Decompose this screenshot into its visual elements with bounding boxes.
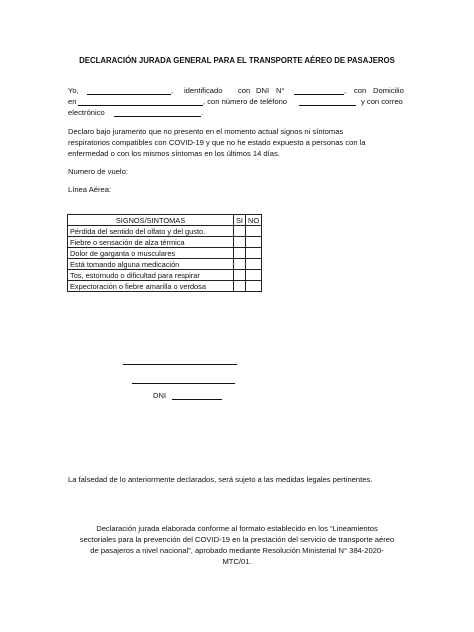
dni-label: DNI bbox=[153, 391, 167, 400]
document-title: DECLARACIÓN JURADA GENERAL PARA EL TRANSPORTE AÉREO DE PASAJEROS bbox=[79, 56, 395, 65]
phone-blank bbox=[299, 105, 356, 106]
header-no: NO bbox=[245, 215, 261, 226]
address-blank bbox=[78, 105, 203, 106]
falsity-note: La falsedad de lo anteriormente declarados, será sujeto a las medidas legales pertinentes. bbox=[68, 475, 373, 484]
checkbox-si[interactable] bbox=[234, 226, 246, 237]
table-row bbox=[68, 248, 262, 259]
intro-identificado: identificado bbox=[184, 86, 223, 95]
table-row bbox=[68, 237, 262, 248]
checkbox-si[interactable] bbox=[234, 248, 246, 259]
footer-line-4: MTC/01. bbox=[222, 557, 252, 566]
symptom-label: Fiebre o sensación de alza térmica bbox=[68, 237, 234, 248]
email-blank bbox=[114, 116, 201, 117]
dni-blank bbox=[294, 94, 344, 95]
footer-line-2: sectoriales para la prevención del COVID-19 en la prestación del servicio de transporte aéreo bbox=[79, 535, 395, 544]
footer-line-1: Declaración jurada elaborada conforme al formato establecido en los “Lineamientos bbox=[96, 524, 378, 533]
intro-con-2: con bbox=[354, 86, 367, 95]
document-page: DECLARACIÓN JURADA GENERAL PARA EL TRANSPORTE AÉREO DE PASAJEROS Yo, , identificado con DNI N° , con Domicilio en , con número de teléfono y con correo electrónico . Declaro bajo juramento que no presento en el momento actual signos ni síntomas respiratorios compatibles con COVID-19 y que no he estado expuesto a personas con la enfermedad o con los mismos síntomas en los últimos 14 días. Numero de vuelo: Línea Aérea: SIGNOS/SINTOMAS SI NO Pérdida del sentido del olfato y del gusto. Fiebre o sensación de alza térmica Dolor de garganta o musculares Está tomando alguna medicación Tos, estornudo o dificultad para respirar Expectoración o fiebre amarilla o verdosa DNI La falsedad de lo anteriormente declarados, será sujeto a las medidas legales pertinentes. Declaración jurada elaborada conforme al formato establecido en los “Lineamientos sectoriales para la prevención del COVID-19 en la prestación del servicio de transporte aéreo de pasajeros a nivel nacional”, aprobado mediante Resolución Ministerial N° 384-2020- MTC/01. bbox=[0, 0, 474, 632]
name-blank bbox=[87, 94, 171, 95]
flight-number-label: Numero de vuelo: bbox=[68, 167, 128, 176]
checkbox-si[interactable] bbox=[234, 281, 246, 292]
symptom-label: Está tomando alguna medicación bbox=[68, 259, 234, 270]
checkbox-si[interactable] bbox=[234, 270, 246, 281]
checkbox-no[interactable] bbox=[245, 248, 261, 259]
checkbox-no[interactable] bbox=[245, 259, 261, 270]
table-row bbox=[68, 270, 262, 281]
intro-phone-label: , con número de teléfono bbox=[203, 97, 288, 106]
table-row bbox=[68, 226, 262, 237]
symptom-label: Tos, estornudo o dificultad para respirar bbox=[68, 270, 234, 281]
intro-yo: Yo, bbox=[68, 86, 79, 95]
statement-line-3: enfermedad o con los mismos síntomas en los últimos 14 días. bbox=[68, 149, 280, 158]
intro-numero: N° bbox=[276, 86, 285, 95]
symptom-label: Pérdida del sentido del olfato y del gusto. bbox=[68, 226, 234, 237]
checkbox-si[interactable] bbox=[234, 237, 246, 248]
statement-line-1: Declaro bajo juramento que no presento en el momento actual signos ni síntomas bbox=[68, 127, 344, 136]
intro-dni: DNI bbox=[256, 86, 270, 95]
statement-line-2: respiratorios compatibles con COVID-19 y que no he estado expuesto a personas con la bbox=[68, 138, 366, 147]
intro-con: con bbox=[238, 86, 251, 95]
signature-line bbox=[123, 364, 237, 365]
table-row bbox=[68, 281, 262, 292]
checkbox-no[interactable] bbox=[245, 281, 261, 292]
symptom-label: Dolor de garganta o musculares bbox=[68, 248, 234, 259]
symptoms-table bbox=[67, 214, 262, 292]
table-row bbox=[68, 259, 262, 270]
dni-signature-blank bbox=[172, 399, 222, 400]
header-symptoms: SIGNOS/SINTOMAS bbox=[68, 215, 234, 226]
checkbox-no[interactable] bbox=[245, 226, 261, 237]
footer-line-3: de pasajeros a nivel nacional”, aprobado mediante Resolución Ministerial N° 384-2020- bbox=[90, 546, 384, 555]
table-header-row bbox=[68, 215, 262, 226]
header-si: SI bbox=[234, 215, 246, 226]
checkbox-si[interactable] bbox=[234, 259, 246, 270]
intro-en: en bbox=[68, 97, 77, 106]
checkbox-no[interactable] bbox=[245, 270, 261, 281]
intro-domicilio: Domicilio bbox=[373, 86, 404, 95]
airline-label: Línea Aérea: bbox=[68, 185, 112, 194]
symptom-label: Expectoración o fiebre amarilla o verdosa bbox=[68, 281, 234, 292]
checkbox-no[interactable] bbox=[245, 237, 261, 248]
name-line bbox=[132, 383, 235, 384]
intro-email-label: y con correo bbox=[361, 97, 403, 106]
intro-electronico: electrónico bbox=[68, 108, 105, 117]
